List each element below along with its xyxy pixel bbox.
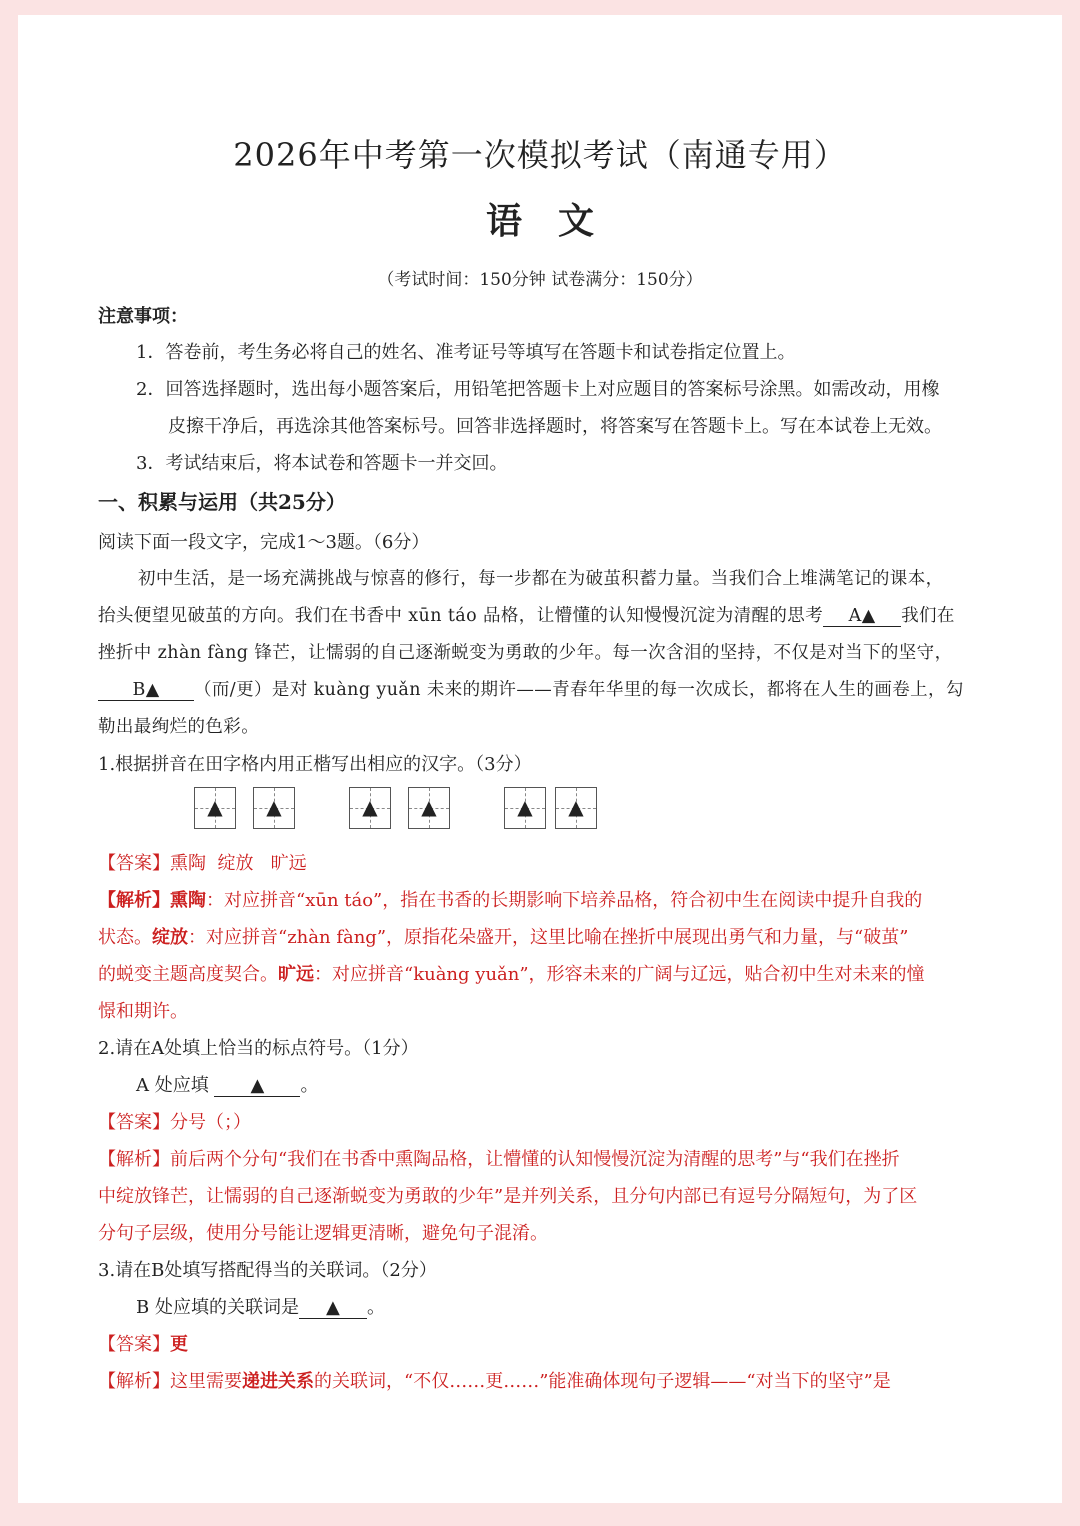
exam-page xyxy=(18,15,1062,1503)
grid-mark: ▲ xyxy=(568,795,584,819)
analysis-text: 前后两个分句“我们在书香中熏陶品格，让懵懂的认知慢慢沉淀为清醒的思考”与“我们在挫折 xyxy=(170,1149,900,1170)
q1-analysis-line-1 xyxy=(98,886,922,912)
q2-analysis-line-2: 中绽放锋芒，让懦弱的自己逐渐蜕变为勇敢的少年”是并列关系，且分句内部已有逗号分隔短句，为了区 xyxy=(98,1186,918,1207)
passage-line-2-text: 抬头便望见破茧的方向。我们在书香中 xūn táo 品格，让懵懂的认知慢慢沉淀为清醒的思考 xyxy=(98,606,824,626)
analysis-tag: 【解析】 xyxy=(98,890,170,911)
reading-intro: 阅读下面一段文字，完成1～3题。（6分） xyxy=(98,532,430,553)
fill-end: 。 xyxy=(300,1075,319,1096)
grid-mark: ▲ xyxy=(517,795,533,819)
grid-mark: ▲ xyxy=(207,795,223,819)
q2-analysis-line-1 xyxy=(98,1145,900,1171)
answer-tag: 【答案】 xyxy=(98,1112,170,1133)
question-1: 1.根据拼音在田字格内用正楷写出相应的汉字。（3分） xyxy=(98,754,532,775)
passage-line-5: 勒出最绚烂的色彩。 xyxy=(98,717,260,737)
notice-item-1: 1．答卷前，考生务必将自己的姓名、准考证号等填写在答题卡和试卷指定位置上。 xyxy=(136,342,796,363)
analysis-tag: 【解析】 xyxy=(98,1371,170,1392)
question-2: 2.请在A处填上恰当的标点符号。（1分） xyxy=(98,1038,419,1059)
passage-line-4 xyxy=(98,676,964,701)
analysis-tag: 【解析】 xyxy=(98,1149,170,1170)
exam-title: 2026年中考第一次模拟考试（南通专用） xyxy=(233,136,847,174)
notice-item-2-cont: 皮擦干净后，再选涂其他答案标号。回答非选择题时，将答案写在答题卡上。写在本试卷上无效。 xyxy=(168,416,942,437)
analysis-text: 这里需要 xyxy=(170,1371,242,1392)
analysis-text: ：对应拼音“zhàn fàng”，原指花朵盛开，这里比喻在挫折中展现出勇气和力量，与“破茧” xyxy=(188,927,909,948)
fill-label: A 处应填 xyxy=(136,1075,209,1096)
q3-fill xyxy=(136,1293,385,1319)
q3-answer xyxy=(98,1330,188,1356)
fill-end: 。 xyxy=(366,1297,385,1318)
q3-blank[interactable]: ▲ xyxy=(299,1297,367,1319)
analysis-text: ：对应拼音“kuàng yuǎn”，形容未来的广阔与辽远，贴合初中生对未来的憧 xyxy=(314,964,925,985)
term-kuangyuan: 旷远 xyxy=(278,964,314,985)
grid-mark: ▲ xyxy=(362,795,378,819)
term-zhanfang: 绽放 xyxy=(152,927,188,948)
q2-analysis-line-3: 分句子层级，使用分号能让逻辑更清晰，避免句子混淆。 xyxy=(98,1223,548,1244)
q2-blank[interactable]: ▲ xyxy=(214,1075,300,1097)
grid-mark: ▲ xyxy=(421,795,437,819)
answer-tag: 【答案】 xyxy=(98,853,170,874)
q1-analysis-line-2 xyxy=(98,923,908,949)
q3-analysis-line-1 xyxy=(98,1367,891,1393)
q1-analysis-line-3 xyxy=(98,960,925,986)
section-1-title: 一、积累与运用（共25分） xyxy=(98,490,346,514)
term-xuntao: 熏陶 xyxy=(170,890,206,911)
tianzige-box-2[interactable] xyxy=(253,787,295,829)
subject-title: 语文 xyxy=(485,200,630,242)
passage-line-4-text: （而/更）是对 kuàng yuǎn 未来的期许——青春年华里的每一次成长，都将在人生的画卷上，勾 xyxy=(194,680,964,700)
tianzige-box-4[interactable] xyxy=(408,787,450,829)
analysis-text: 状态。 xyxy=(98,927,152,948)
passage-line-1: 初中生活，是一场充满挑战与惊喜的修行，每一步都在为破茧积蓄力量。当我们合上堆满笔记的课本， xyxy=(138,569,944,589)
answer-text: 分号（；） xyxy=(170,1112,251,1133)
tianzige-box-3[interactable] xyxy=(349,787,391,829)
q2-answer xyxy=(98,1108,251,1134)
analysis-text: ：对应拼音“xūn táo”，指在书香的长期影响下培养品格，符合初中生在阅读中提升自我的 xyxy=(206,890,923,911)
passage-line-3: 挫折中 zhàn fàng 锋芒，让懦弱的自己逐渐蜕变为勇敢的少年。每一次含泪的坚持，不仅是对当下的坚守， xyxy=(98,643,953,663)
blank-a: A▲ xyxy=(823,606,901,627)
notice-heading: 注意事项： xyxy=(98,306,188,327)
blank-b: B▲ xyxy=(98,680,194,701)
passage-line-2 xyxy=(98,602,955,627)
analysis-text: 的关联词，“不仅……更……”能准确体现句子逻辑——“对当下的坚守”是 xyxy=(314,1371,891,1392)
tianzige-box-6[interactable] xyxy=(555,787,597,829)
tianzige-box-1[interactable] xyxy=(194,787,236,829)
passage-line-2-end: 我们在 xyxy=(901,606,955,626)
notice-item-3: 3．考试结束后，将本试卷和答题卡一并交回。 xyxy=(136,453,508,474)
notice-item-2: 2．回答选择题时，选出每小题答案后，用铅笔把答题卡上对应题目的答案标号涂黑。如需改动，用橡 xyxy=(136,379,940,400)
tianzige-box-5[interactable] xyxy=(504,787,546,829)
analysis-text: 的蜕变主题高度契合。 xyxy=(98,964,278,985)
q2-fill xyxy=(136,1071,318,1097)
answer-text: 熏陶 绽放 旷远 xyxy=(170,853,307,874)
q1-analysis-line-4: 憬和期许。 xyxy=(98,1001,188,1022)
question-3: 3.请在B处填写搭配得当的关联词。（2分） xyxy=(98,1260,437,1281)
answer-tag: 【答案】 xyxy=(98,1334,170,1355)
grid-mark: ▲ xyxy=(266,795,282,819)
q1-answer xyxy=(98,849,307,875)
answer-text: 更 xyxy=(170,1334,188,1355)
fill-label: B 处应填的关联词是 xyxy=(136,1297,299,1318)
exam-info: （考试时间：150分钟 试卷满分：150分） xyxy=(377,270,703,290)
analysis-keyword: 递进关系 xyxy=(242,1371,314,1392)
